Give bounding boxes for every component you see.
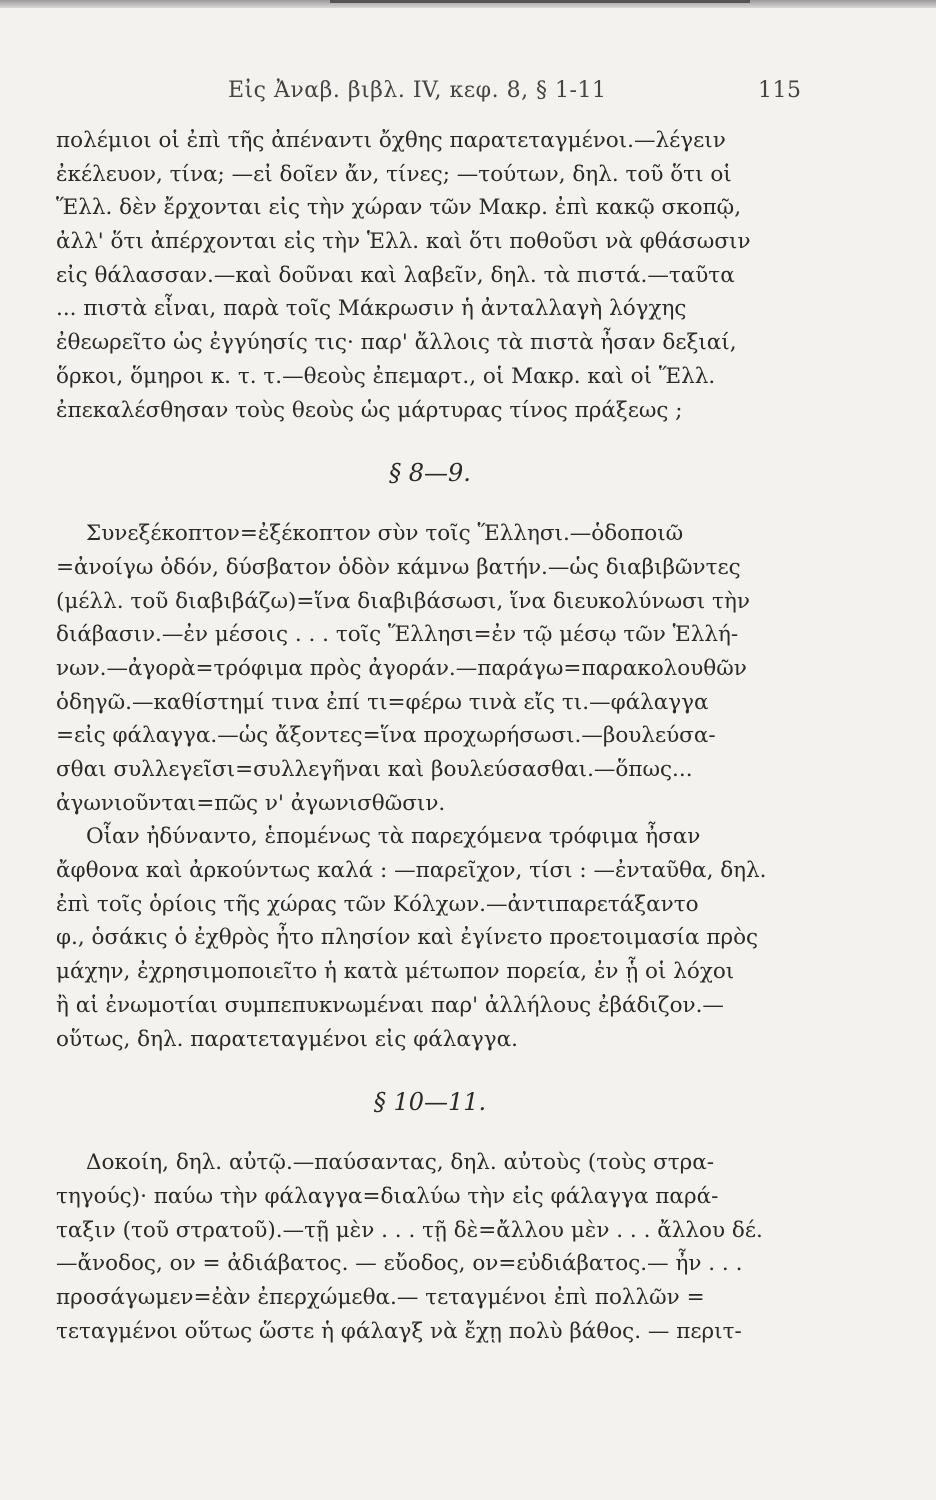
page-body — [56, 124, 804, 1348]
text-line: ὁδηγῶ.—καθίστημί τινα ἐπί τι=φέρω τινὰ εἴς τι.—φάλαγγα — [56, 689, 709, 715]
text-line: φ., ὁσάκις ὁ ἐχθρὸς ἦτο πλησίον καὶ ἐγίνετο προετοιμασία πρὸς — [56, 925, 759, 951]
paragraph-3 — [56, 1146, 804, 1348]
text-line: Συνεξέκοπτον=ἐξέκοπτον σὺν τοῖς Ἕλλησι.—ὁδοποιῶ — [86, 521, 684, 547]
text-line: ταξιν (τοῦ στρατοῦ).—τῇ μὲν . . . τῇ δὲ=ἄλλου μὲν . . . ἄλλου δέ. — [56, 1217, 763, 1243]
text-line: ἀγωνιοῦνται=πῶς ν' ἀγωνισθῶσιν. — [56, 790, 446, 816]
running-head: Εἰς Ἀναβ. βιβλ. IV, κεφ. 8, § 1-11 — [228, 78, 607, 103]
text-line: σθαι συλλεγεῖσι=συλλεγῆναι καὶ βουλεύσασθαι.—ὅπως... — [56, 757, 693, 782]
page-number: 115 — [758, 78, 802, 103]
text-line: μάχην, ἐχρησιμοποιεῖτο ἡ κατὰ μέτωπον πορεία, ἐν ᾗ οἱ λόχοι — [56, 959, 735, 985]
text-line: πολέμιοι οἱ ἐπὶ τῆς ἀπέναντι ὄχθης παρατεταγμένοι.—λέγειν — [56, 128, 726, 153]
text-line: τεταγμένοι οὕτως ὥστε ἡ φάλαγξ νὰ ἔχῃ πολὺ βάθος. — περιτ- — [56, 1318, 742, 1344]
text-line: ἄφθονα καὶ ἀρκούντως καλά : —παρεῖχον, τίσι : —ἐνταῦθα, δηλ. — [56, 858, 767, 884]
text-line: Οἷαν ἠδύναντο, ἑπομένως τὰ παρεχόμενα τρόφιμα ἦσαν — [86, 824, 701, 850]
paragraph-2 — [56, 517, 804, 1056]
text-line: ἐπεκαλέσθησαν τοὺς θεοὺς ὡς μάρτυρας τίνος πράξεως ; — [56, 397, 683, 423]
text-line: =ἀνοίγω ὁδόν, δύσβατον ὁδὸν κάμνω βατήν.—ὡς διαβιβῶντες — [56, 554, 741, 580]
text-line: Ἕλλ. δὲν ἔρχονται εἰς τὴν χώραν τῶν Μακρ. ἐπὶ κακῷ σκοπῷ, — [56, 195, 742, 221]
text-line: νων.—ἀγορὰ=τρόφιμα πρὸς ἀγοράν.—παράγω=παρακολουθῶν — [56, 655, 747, 681]
text-line: ἐκέλευον, τίνα; —εἰ δοῖεν ἄν, τίνες; —τούτων, δηλ. τοῦ ὅτι οἱ — [56, 161, 732, 187]
text-line: οὕτως, δηλ. παρατεταγμένοι εἰς φάλαγγα. — [56, 1026, 518, 1052]
text-line: ἐθεωρεῖτο ὡς ἐγγύησίς τις· παρ' ἄλλοις τὰ πιστὰ ἦσαν δεξιαί, — [56, 330, 737, 356]
text-line: ... πιστὰ εἶναι, παρὰ τοῖς Μάκρωσιν ἡ ἀνταλλαγὴ λόγχης — [56, 296, 687, 322]
text-line: ἢ αἱ ἐνωμοτίαι συμπεπυκνωμέναι παρ' ἀλλήλους ἐβάδιζον.— — [56, 992, 724, 1018]
text-line: διάβασιν.—ἐν μέσοις . . . τοῖς Ἕλλησι=ἐν τῷ μέσῳ τῶν Ἑλλή- — [56, 622, 739, 648]
text-line: ἀλλ' ὅτι ἀπέρχονται εἰς τὴν Ἑλλ. καὶ ὅτι ποθοῦσι νὰ φθάσωσιν — [56, 229, 751, 255]
text-line: (μέλλ. τοῦ διαβιβάζω)=ἵνα διαβιβάσωσι, ἵνα διευκολύνωσι τὴν — [56, 588, 750, 614]
section-heading: § 8—9. — [389, 459, 471, 488]
text-line: —ἄνοδος, ον = ἀδιάβατος. — εὔοδος, ον=εὐδιάβατος.— ἦν . . . — [56, 1251, 743, 1277]
text-line: εἰς θάλασσαν.—καὶ δοῦναι καὶ λαβεῖν, δηλ. τὰ πιστά.—ταῦτα — [56, 262, 735, 288]
text-line: ἐπὶ τοῖς ὁρίοις τῆς χώρας τῶν Κόλχων.—ἀντιπαρετάξαντο — [56, 891, 699, 917]
text-line: ὅρκοι, ὅμηροι κ. τ. τ.—θεοὺς ἐπεμαρτ., οἱ Μακρ. καὶ οἱ Ἕλλ. — [56, 363, 716, 389]
paragraph-1 — [56, 124, 804, 427]
text-line: προσάγωμεν=ἐὰν ἐπερχώμεθα.— τεταγμένοι ἐπὶ πολλῶν = — [56, 1284, 705, 1310]
text-line: Δοκοίη, δηλ. αὐτῷ.—παύσαντας, δηλ. αὐτοὺς (τοὺς στρα- — [86, 1150, 715, 1176]
page-header — [0, 72, 936, 112]
text-line: =εἰς φάλαγγα.—ὡς ἄξοντες=ἵνα προχωρήσωσι.—βουλεύσα- — [56, 723, 716, 749]
section-heading: § 10—11. — [373, 1088, 487, 1117]
text-line: τηγούς)· παύω τὴν φάλαγγα=διαλύω τὴν εἰς φάλαγγα παρά- — [56, 1183, 719, 1209]
